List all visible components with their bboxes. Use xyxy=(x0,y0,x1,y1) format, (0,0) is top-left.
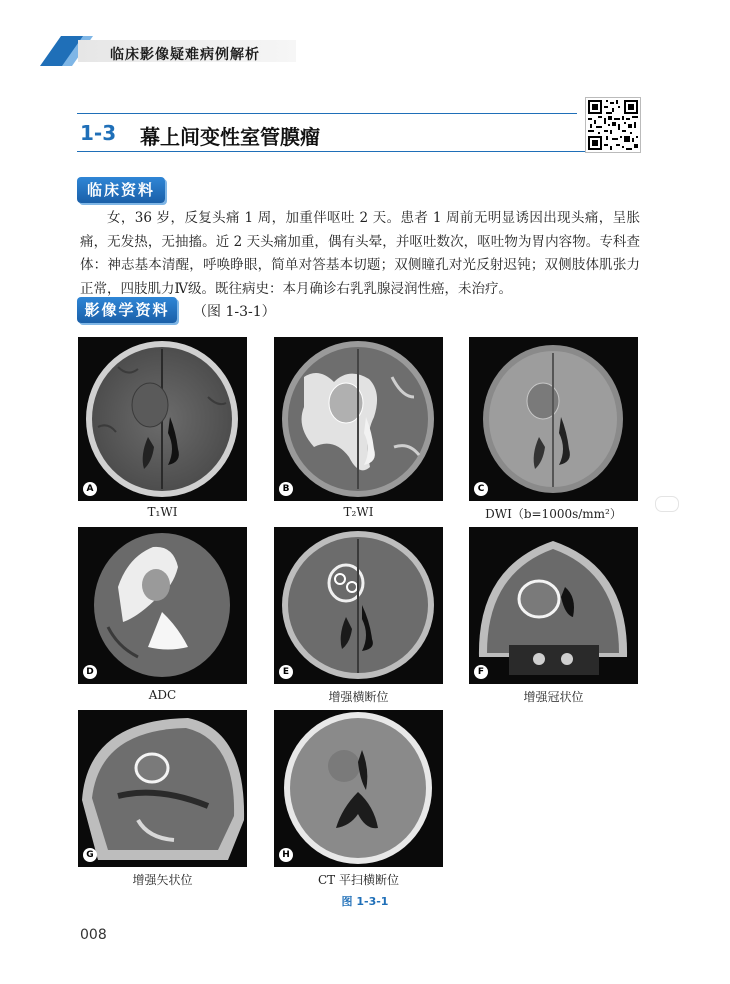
running-header xyxy=(40,36,270,66)
caption-t2wi: T₂WI xyxy=(343,505,374,519)
caption-ct-axial: CT 平扫横断位 xyxy=(317,873,399,887)
caption-dwi: DWI（b=1000s/mm²） xyxy=(485,507,622,521)
panel-axial-enhanced xyxy=(274,527,443,684)
page-side-mark xyxy=(655,496,679,512)
panel-letter: G xyxy=(83,848,97,862)
caption-t1wi: T₁WI xyxy=(147,505,178,519)
panel-letter: E xyxy=(279,665,293,679)
panel-letter: A xyxy=(83,482,97,496)
panel-letter: F xyxy=(474,665,488,679)
title-rule-bottom xyxy=(77,151,638,152)
panel-t1wi xyxy=(78,337,247,501)
panel-letter: D xyxy=(83,665,97,679)
caption-axial-enhanced: 增强横断位 xyxy=(328,690,389,704)
panel-sagittal-enhanced xyxy=(78,710,247,867)
panel-coronal-enhanced xyxy=(469,527,638,684)
section-tab-clinical: 临床资料 xyxy=(77,177,165,203)
caption-coronal-enhanced: 增强冠状位 xyxy=(523,690,584,704)
panel-t2wi xyxy=(274,337,443,501)
title-rule-top xyxy=(77,113,577,114)
qr-code-icon[interactable] xyxy=(585,97,641,153)
panel-letter: C xyxy=(474,482,488,496)
panel-ct-axial xyxy=(274,710,443,867)
caption-adc: ADC xyxy=(148,688,177,702)
figure-title: 图 1-3-1 xyxy=(341,895,389,908)
section-tab-imaging: 影像学资料 xyxy=(77,297,177,323)
clinical-text: 女，36 岁，反复头痛 1 周，加重伴呕吐 2 天。患者 1 周前无明显诱因出现头痛，呈胀痛，无发热，无抽搐。近 2 天头痛加重，偶有头晕，并呕吐数次，呕吐物为胃内容物。专科查体：神志基本清醒，呼唤睁眼，简单对答基本切题；双侧瞳孔对光反射迟钝；双侧肢体肌张力正常，四肢肌力Ⅳ级。既往病史：本月确诊右乳乳腺浸润性癌，未治疗。 xyxy=(80,210,640,297)
panel-dwi xyxy=(469,337,638,501)
panel-letter: H xyxy=(279,848,293,862)
chapter-number: 1-3 xyxy=(80,121,117,145)
panel-letter: B xyxy=(279,482,293,496)
caption-sagittal-enhanced: 增强矢状位 xyxy=(132,873,193,887)
figure-reference: （图 1-3-1） xyxy=(193,304,276,320)
page-number: 008 xyxy=(80,927,107,943)
panel-adc xyxy=(78,527,247,684)
book-title: 临床影像疑难病例解析 xyxy=(110,47,260,63)
chapter-title: 幕上间变性室管膜瘤 xyxy=(140,125,320,149)
